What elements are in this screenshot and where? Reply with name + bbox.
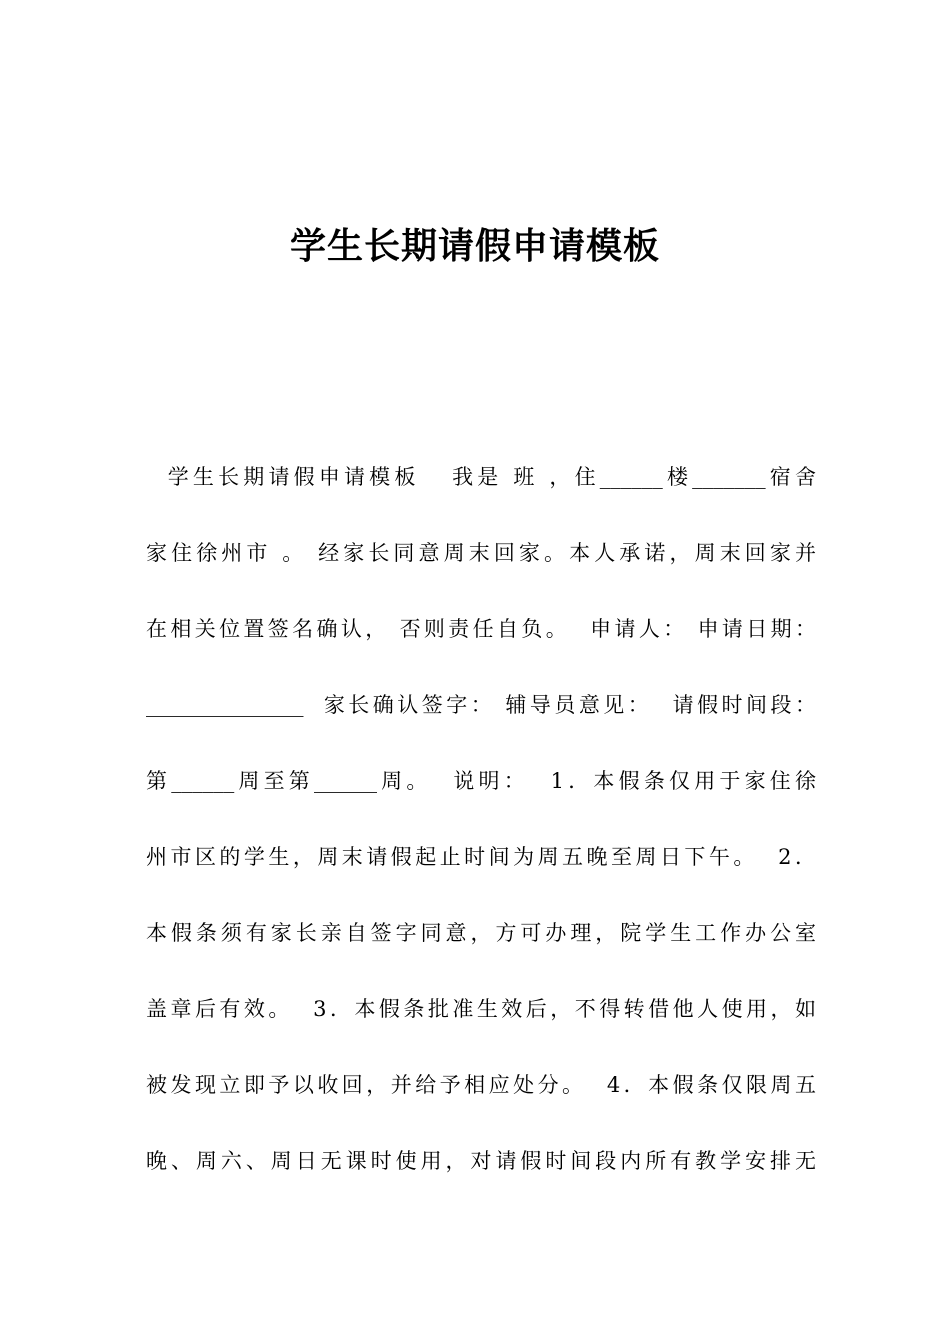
body-line: 第______周至第______周。 说明： 1．本假条仅用于家住徐 xyxy=(146,769,816,793)
body-line: 家住徐州市 。 经家长同意周末回家。本人承诺，周末回家并 xyxy=(146,541,816,565)
body-line: 在相关位置签名确认， 否则责任自负。 申请人： 申请日期： xyxy=(146,617,816,641)
body-line: 州市区的学生，周末请假起止时间为周五晚至周日下午。 2． xyxy=(146,845,816,869)
body-line: 晚、周六、周日无课时使用，对请假时间段内所有教学安排无 xyxy=(146,1149,816,1173)
body-line: 盖章后有效。 3．本假条批准生效后，不得转借他人使用，如 xyxy=(146,997,816,1021)
body-line: _______________ 家长确认签字： 辅导员意见： 请假时间段： xyxy=(146,693,816,717)
body-line: 被发现立即予以收回，并给予相应处分。 4．本假条仅限周五 xyxy=(146,1073,816,1097)
document-title: 学生长期请假申请模板 xyxy=(289,226,660,267)
body-line: 学生长期请假申请模板 我是 班 ，住______楼_______宿舍 xyxy=(146,465,816,489)
body-line: 本假条须有家长亲自签字同意，方可办理，院学生工作办公室 xyxy=(146,921,816,945)
